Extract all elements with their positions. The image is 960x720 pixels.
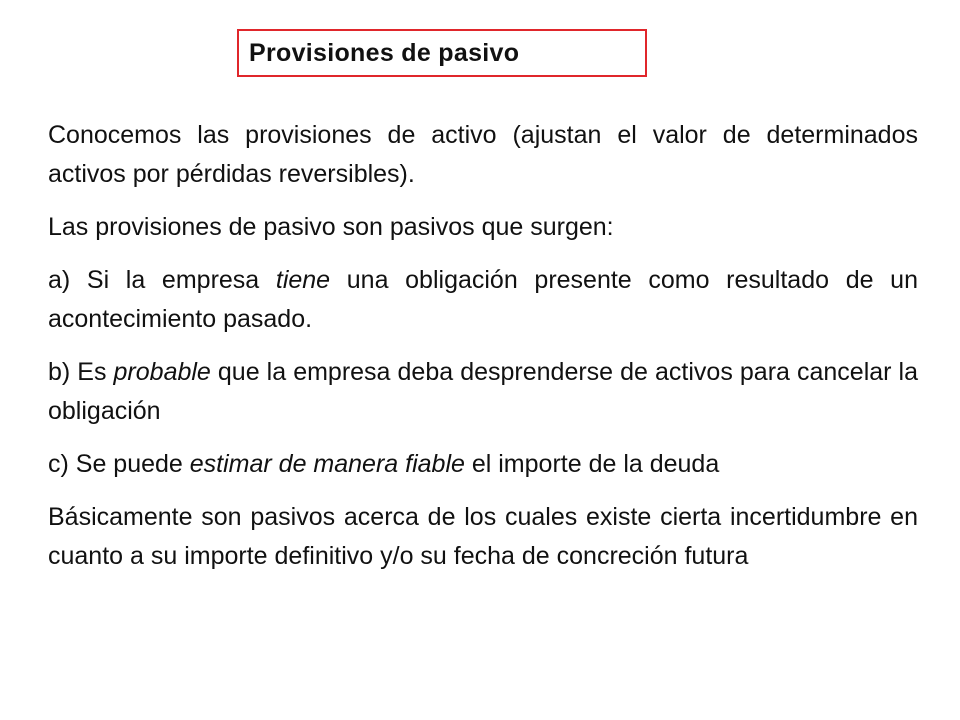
condition-b <box>48 353 918 431</box>
condition-b-text-2: que la empresa deba desprenderse de activos para cancelar la obligación <box>48 358 918 425</box>
slide-title: Provisiones de pasivo <box>249 38 520 67</box>
condition-a <box>48 261 918 339</box>
condition-c-text-2: el importe de la deuda <box>464 450 720 478</box>
paragraph-definition: Las provisiones de pasivo son pasivos que surgen: <box>48 213 614 241</box>
condition-c-text-1: c) Se puede <box>48 450 190 478</box>
condition-a-emphasis: tiene <box>275 266 331 294</box>
paragraph-summary: Básicamente son pasivos acerca de los cuales existe cierta incertidumbre en cuanto a su importe definitivo y/o su fecha de concreción futura <box>48 503 918 570</box>
condition-b-emphasis: probable <box>113 358 211 386</box>
slide-body <box>48 116 918 590</box>
condition-c <box>48 445 918 484</box>
paragraph-intro: Conocemos las provisiones de activo (ajustan el valor de determinados activos por pérdidas reversibles). <box>48 121 918 188</box>
condition-c-emphasis: estimar de manera fiable <box>189 450 465 478</box>
condition-a-text-2: una obligación presente como resultado de un acontecimiento pasado. <box>48 266 918 333</box>
condition-a-text-1: a) Si la empresa <box>48 266 276 294</box>
title-box <box>237 29 647 77</box>
condition-b-text-1: b) Es <box>48 358 114 386</box>
